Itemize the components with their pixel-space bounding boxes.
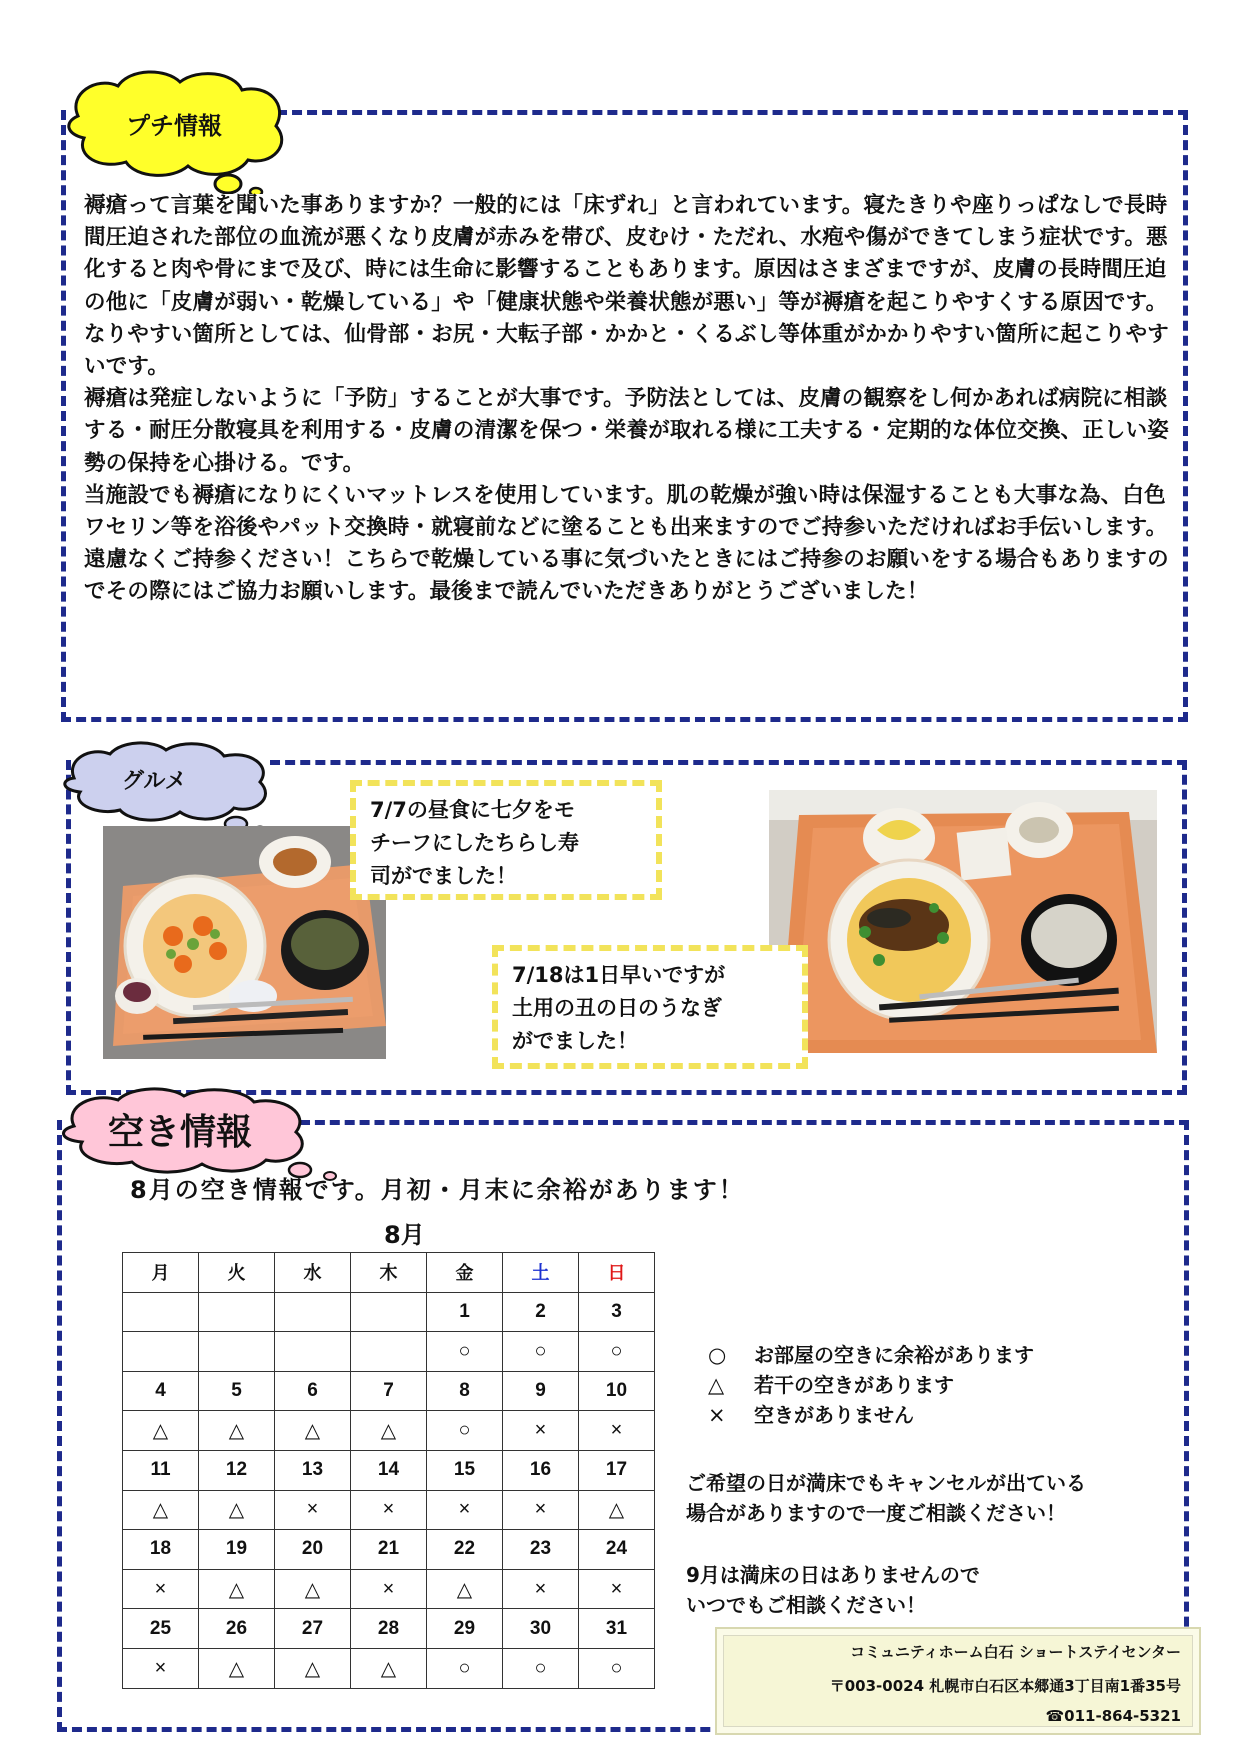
article-paragraph-2: 褥瘡は発症しないように「予防」することが大事です。予防法としては、皮膚の観察をし何かあれば病院に相談する・耐圧分散寝具を利用する・皮膚の清潔を保つ・栄養が取れる様に工夫する・定期的な体位交換、正しい姿勢の保持を心掛ける。です。	[84, 386, 1170, 476]
calendar-date-cell	[351, 1292, 427, 1332]
facility-address: 〒003-0024 札幌市白石区本郷通3丁目南1番35号	[829, 1677, 1181, 1695]
gourmet-box-top-border	[270, 760, 1187, 765]
calendar-status-cell: ×	[427, 1490, 503, 1530]
calendar-date-cell	[199, 1292, 275, 1332]
calendar-date-cell: 20	[275, 1530, 351, 1570]
legend-item	[708, 1400, 1034, 1430]
legend-text: お部屋の空きに余裕があります	[754, 1343, 1034, 1367]
calendar-status-cell: △	[275, 1411, 351, 1451]
calendar-weekday-row	[123, 1253, 655, 1293]
calendar-date-row	[123, 1530, 655, 1570]
note-line: いつでもご相談ください！	[686, 1593, 926, 1617]
calendar-status-cell: ○	[503, 1648, 579, 1688]
legend-text: 空きがありません	[754, 1403, 914, 1427]
calendar-status-cell: ○	[427, 1648, 503, 1688]
weekday-mon: 月	[123, 1253, 199, 1293]
calendar-status-cell: △	[123, 1490, 199, 1530]
calendar-status-cell	[275, 1332, 351, 1372]
calendar-status-cell	[123, 1332, 199, 1372]
legend-symbol: △	[708, 1373, 725, 1397]
eel-lunch-photo	[769, 790, 1157, 1053]
calendar-date-cell: 22	[427, 1530, 503, 1570]
calendar-status-row	[123, 1648, 655, 1688]
calendar-date-row	[123, 1609, 655, 1649]
calendar-status-cell: ×	[503, 1569, 579, 1609]
cancellation-note	[686, 1468, 1086, 1528]
calendar-date-cell: 19	[199, 1530, 275, 1570]
availability-intro: 8月の空き情報です。月初・月末に余裕があります！	[130, 1176, 745, 1204]
eel-caption-line: 土用の丑の日のうなぎ	[512, 996, 722, 1020]
availability-label: 空き情報	[108, 1112, 253, 1153]
calendar-status-cell: △	[579, 1490, 655, 1530]
calendar-status-cell: ×	[123, 1569, 199, 1609]
calendar-date-row	[123, 1371, 655, 1411]
calendar-status-cell: ×	[579, 1569, 655, 1609]
availability-calendar	[122, 1252, 655, 1689]
legend-symbol: ×	[708, 1403, 726, 1427]
calendar-status-cell: ×	[123, 1648, 199, 1688]
calendar-status-cell: ×	[503, 1490, 579, 1530]
calendar-status-row	[123, 1332, 655, 1372]
calendar-status-cell: ○	[503, 1332, 579, 1372]
calendar-date-cell: 24	[579, 1530, 655, 1570]
calendar-status-row	[123, 1490, 655, 1530]
calendar-status-cell: ×	[579, 1411, 655, 1451]
calendar-date-cell: 6	[275, 1371, 351, 1411]
calendar-date-cell: 14	[351, 1450, 427, 1490]
article-paragraph-3: 当施設でも褥瘡になりにくいマットレスを使用しています。肌の乾燥が強い時は保湿することも大事な為、白色ワセリン等を浴後やパット交換時・就寝前などに塗ることも出来ますのでご持参いただければお手伝いします。遠慮なくご持参ください！こちらで乾燥している事に気づいたときにはご持参のお願いをする場合もありますのでその際にはご協力お願いします。最後まで読んでいただきありがとうございました！	[84, 482, 1169, 605]
availability-legend	[708, 1340, 1034, 1430]
calendar-status-cell: △	[275, 1648, 351, 1688]
calendar-date-cell: 15	[427, 1450, 503, 1490]
weekday-sat: 土	[503, 1253, 579, 1293]
calendar-date-cell: 7	[351, 1371, 427, 1411]
calendar-date-cell: 2	[503, 1292, 579, 1332]
weekday-wed: 水	[275, 1253, 351, 1293]
facility-name: コミュニティホーム白石 ショートステイセンター	[850, 1643, 1181, 1661]
calendar-date-cell: 1	[427, 1292, 503, 1332]
calendar-date-cell: 27	[275, 1609, 351, 1649]
calendar-status-cell: ×	[351, 1569, 427, 1609]
calendar-status-cell: △	[351, 1411, 427, 1451]
eel-caption-line: がでました！	[512, 1029, 638, 1053]
calendar-status-cell	[199, 1332, 275, 1372]
note-line: ご希望の日が満床でもキャンセルが出ている	[686, 1471, 1086, 1495]
calendar-status-cell: △	[199, 1648, 275, 1688]
calendar-date-cell: 10	[579, 1371, 655, 1411]
calendar-date-cell: 16	[503, 1450, 579, 1490]
calendar-status-cell: ×	[503, 1411, 579, 1451]
weekday-sun: 日	[579, 1253, 655, 1293]
calendar-status-cell: △	[199, 1490, 275, 1530]
calendar-date-cell: 26	[199, 1609, 275, 1649]
tanabata-caption	[350, 780, 662, 900]
calendar-date-cell: 18	[123, 1530, 199, 1570]
pressure-ulcer-article	[84, 190, 1174, 609]
calendar-date-cell: 4	[123, 1371, 199, 1411]
article-paragraph-1: 褥瘡って言葉を聞いた事ありますか？一般的には「床ずれ」と言われています。寝たきりや座りっぱなしで長時間圧迫された部位の血流が悪くなり皮膚が赤みを帯び、皮むけ・ただれ、水疱や傷ができてしまう症状です。悪化すると肉や骨にまで及び、時には生命に影響することもあります。原因はさまざまですが、皮膚の長時間圧迫の他に「皮膚が弱い・乾燥している」や「健康状態や栄養状態が悪い」等が褥瘡を起こりやすくする原因です。なりやすい箇所としては、仙骨部・お尻・大転子部・かかと・くるぶし等体重がかかりやすい箇所に起こりやすいです。	[84, 193, 1170, 380]
calendar-status-cell: ○	[427, 1332, 503, 1372]
legend-text: 若干の空きがあります	[754, 1373, 954, 1397]
tanabata-lunch-photo	[103, 826, 386, 1059]
eel-caption	[492, 945, 808, 1069]
weekday-fri: 金	[427, 1253, 503, 1293]
calendar-status-row	[123, 1411, 655, 1451]
legend-item	[708, 1340, 1034, 1370]
calendar-date-cell: 29	[427, 1609, 503, 1649]
calendar-date-cell	[123, 1292, 199, 1332]
calendar-date-cell: 30	[503, 1609, 579, 1649]
calendar-date-cell: 8	[427, 1371, 503, 1411]
calendar-date-cell: 3	[579, 1292, 655, 1332]
calendar-date-cell: 13	[275, 1450, 351, 1490]
gourmet-bubble	[54, 738, 286, 834]
calendar-status-cell: △	[351, 1648, 427, 1688]
calendar-status-cell: △	[275, 1569, 351, 1609]
calendar-status-row	[123, 1569, 655, 1609]
facility-footer	[715, 1627, 1201, 1735]
calendar-date-cell: 31	[579, 1609, 655, 1649]
petit-info-label: プチ情報	[126, 112, 222, 140]
calendar-date-cell: 9	[503, 1371, 579, 1411]
availability-box-top-border	[300, 1120, 1189, 1125]
facility-phone: ☎011-864-5321	[1045, 1707, 1181, 1725]
legend-symbol: ○	[708, 1343, 727, 1367]
info-box-top-border	[262, 110, 1188, 115]
calendar-date-cell: 23	[503, 1530, 579, 1570]
calendar-status-cell	[351, 1332, 427, 1372]
calendar-status-cell: △	[199, 1411, 275, 1451]
calendar-status-cell: △	[123, 1411, 199, 1451]
tanabata-caption-line: 司がでました！	[370, 864, 517, 888]
calendar-status-cell: ×	[351, 1490, 427, 1530]
weekday-thu: 木	[351, 1253, 427, 1293]
calendar-date-cell	[275, 1292, 351, 1332]
note-line: 9月は満床の日はありませんので	[686, 1563, 980, 1587]
tanabata-caption-line: チーフにしたちらし寿	[370, 831, 579, 855]
legend-item	[708, 1370, 1034, 1400]
calendar-date-row	[123, 1450, 655, 1490]
september-note	[686, 1560, 980, 1620]
calendar-date-row	[123, 1292, 655, 1332]
calendar-date-cell: 21	[351, 1530, 427, 1570]
petit-info-bubble	[56, 64, 296, 194]
eel-caption-line: 7/18は1日早いですが	[512, 963, 726, 987]
note-line: 場合がありますので一度ご相談ください！	[686, 1501, 1066, 1525]
calendar-status-cell: △	[199, 1569, 275, 1609]
calendar-date-cell: 5	[199, 1371, 275, 1411]
calendar-date-cell: 17	[579, 1450, 655, 1490]
weekday-tue: 火	[199, 1253, 275, 1293]
tanabata-caption-line: 7/7の昼食に七夕をモ	[370, 798, 575, 822]
calendar-status-cell: ×	[275, 1490, 351, 1530]
calendar-status-cell: ○	[579, 1648, 655, 1688]
calendar-title: 8月	[384, 1221, 425, 1249]
calendar-status-cell: △	[427, 1569, 503, 1609]
calendar-date-cell: 11	[123, 1450, 199, 1490]
calendar-date-cell: 28	[351, 1609, 427, 1649]
calendar-status-cell: ○	[427, 1411, 503, 1451]
calendar-date-cell: 12	[199, 1450, 275, 1490]
gourmet-label: グルメ	[122, 769, 187, 794]
calendar-date-cell: 25	[123, 1609, 199, 1649]
calendar-status-cell: ○	[579, 1332, 655, 1372]
